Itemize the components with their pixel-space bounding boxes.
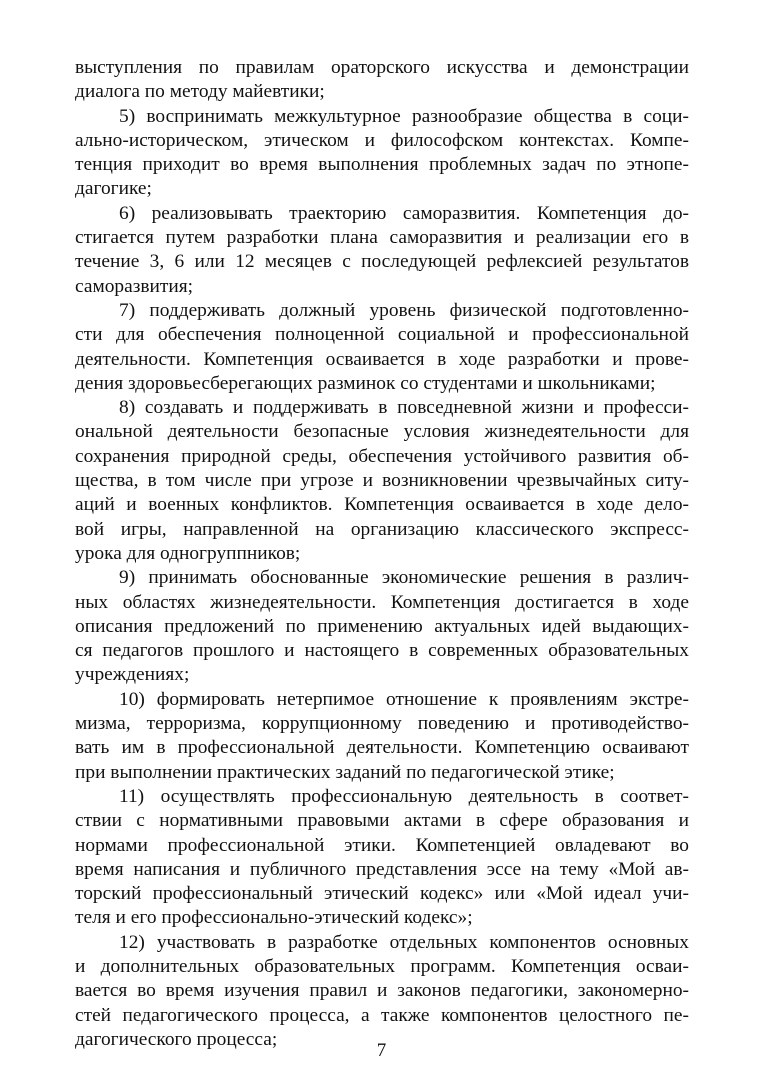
paragraph xyxy=(75,105,689,202)
paragraph xyxy=(75,688,689,785)
text-line: диалога по методу майевтики; xyxy=(75,81,325,103)
text-line: 10) формировать нетерпимое отношение к проявлениям экстре- xyxy=(119,688,689,710)
text-line: ся педагогов прошлого и настоящего в современных образовательных xyxy=(75,640,689,662)
paragraph xyxy=(75,785,689,931)
text-line: 11) осуществлять профессиональную деятельность в соответ- xyxy=(119,785,689,807)
text-line: щества, в том числе при угрозе и возникновении чрезвычайных ситу- xyxy=(75,470,689,492)
text-line: стей педагогического процесса, а также компонентов целостного пе- xyxy=(75,1004,689,1026)
text-line: течение 3, 6 или 12 месяцев с последующей рефлексией результатов xyxy=(75,251,689,273)
text-line: стигается путем разработки плана саморазвития и реализации его в xyxy=(75,227,689,249)
text-line: ствии с нормативными правовыми актами в сфере образования и xyxy=(75,810,689,832)
paragraph xyxy=(75,299,689,396)
text-line: ных областях жизнедеятельности. Компетенция достигается в ходе xyxy=(75,591,689,613)
text-line: описания предложений по применению актуальных идей выдающих- xyxy=(75,615,689,637)
text-line: дагогического процесса; xyxy=(75,1028,278,1050)
text-line: дагогике; xyxy=(75,178,152,200)
text-line: 6) реализовывать траекторию саморазвития. Компетенция до- xyxy=(119,202,689,224)
paragraph xyxy=(75,931,689,1052)
text-line: ональной деятельности безопасные условия жизнедеятельности для xyxy=(75,421,689,443)
text-line: 7) поддерживать должный уровень физической подготовленно- xyxy=(119,299,689,321)
text-line: теля и его профессионально-этический кодекс»; xyxy=(75,907,473,929)
text-line: урока для одногруппников; xyxy=(75,542,301,564)
text-line: сти для обеспечения полноценной социальной и профессиональной xyxy=(75,324,689,346)
paragraph xyxy=(75,202,689,299)
text-line: 12) участвовать в разработке отдельных компонентов основных xyxy=(119,931,689,953)
page-number: 7 xyxy=(376,1040,387,1061)
text-line: саморазвития; xyxy=(75,275,194,297)
text-line: при выполнении практических заданий по педагогической этике; xyxy=(75,761,615,783)
text-line: 9) принимать обоснованные экономические решения в различ- xyxy=(119,567,689,589)
text-line: время написания и публичного представления эссе на тему «Мой ав- xyxy=(75,858,689,880)
text-line: торский профессиональный этический кодекс» или «Мой идеал учи- xyxy=(75,883,689,905)
text-line: 5) воспринимать межкультурное разнообразие общества в соци- xyxy=(119,105,689,127)
text-line: мизма, терроризма, коррупционному поведению и противодейство- xyxy=(75,713,689,735)
text-line: и дополнительных образовательных программ. Компетенция осваи- xyxy=(75,955,689,977)
paragraph xyxy=(75,396,689,566)
document-body xyxy=(75,56,689,1052)
text-line: нормами профессиональной этики. Компетенцией овладевают во xyxy=(75,834,689,856)
text-line: аций и военных конфликтов. Компетенция осваивается в ходе дело- xyxy=(75,494,689,516)
text-line: дения здоровьесберегающих разминок со студентами и школьниками; xyxy=(75,372,656,394)
text-line: деятельности. Компетенция осваивается в ходе разработки и прове- xyxy=(75,348,689,370)
text-line: сохранения природной среды, обеспечения устойчивого развития об- xyxy=(75,445,689,467)
paragraph xyxy=(75,566,689,687)
text-line: тенция приходит во время выполнения проблемных задач по этнопе- xyxy=(75,154,689,176)
text-line: 8) создавать и поддерживать в повседневной жизни и професси- xyxy=(119,397,689,419)
text-line: вать им в профессиональной деятельности. Компетенцию осваивают xyxy=(75,737,689,759)
paragraph xyxy=(75,56,689,105)
text-line: учреждениях; xyxy=(75,664,190,686)
text-line: выступления по правилам ораторского искусства и демонстрации xyxy=(75,57,689,78)
text-line: ально-историческом, этическом и философском контекстах. Компе- xyxy=(75,129,689,151)
text-line: вается во время изучения правил и законов педагогики, закономерно- xyxy=(75,980,689,1002)
text-line: вой игры, направленной на организацию классического экспресс- xyxy=(75,518,689,540)
